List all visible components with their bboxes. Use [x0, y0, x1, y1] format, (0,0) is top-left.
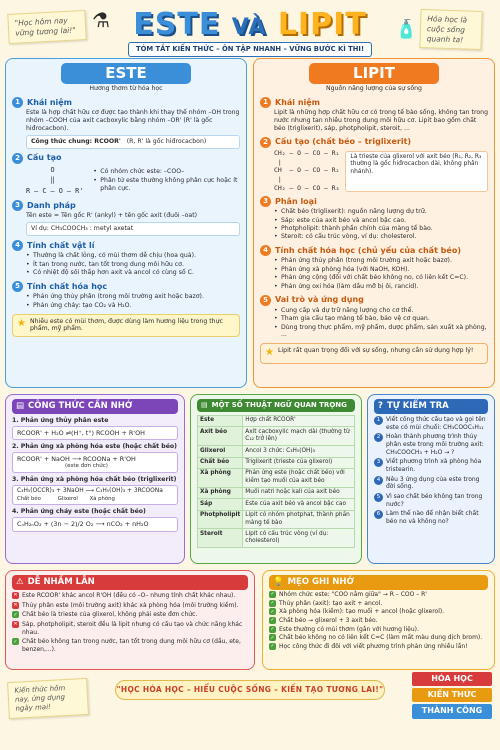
list-item: ✓ Nhóm chức este: "COO nằm giữa" → R – COO – R' [270, 590, 427, 598]
lipit-note: ★ Lipit rất quan trọng đối với sự sống, nhưng cần sử dụng hợp lý! [260, 343, 488, 364]
table-row: Steroit Lipit có cấu trúc vòng (ví dụ: cholesterol) [198, 529, 355, 548]
list-item: ✕ Este RCOOR' khác ancol R'OH (đều có –O– nhưng tính chất khác nhau). [13, 591, 236, 599]
book-kien-thuc: KIẾN THỨC [412, 688, 492, 702]
este-title: ESTE [61, 63, 191, 84]
este-note: ★ Nhiều este có mùi thơm, được dùng làm hương liệu trong thực phẩm, mỹ phẩm. [12, 314, 240, 338]
lipit-subtitle: Nguồn năng lượng của sự sống [326, 85, 422, 93]
check-icon: ✓ [270, 625, 275, 632]
x-icon: ✕ [13, 601, 18, 608]
list-item: ✓ Chất béo → glixerol + 3 axit béo. [270, 616, 378, 624]
list-item: ✓ Chất béo không no có liên kết C=C (làm mất màu dung dịch brom). [270, 634, 483, 642]
table-row: Photpholipit Lipit có nhóm photphat, thành phần màng tế bào [198, 510, 355, 529]
este-section-hoa-hoc: 5 Tính chất hóa học • Phản ứng thủy phân (trong môi trường axit hoặc bazơ). • Phản ứng cháy: tạo CO₂ và H₂O. [12, 281, 240, 309]
book-icon: ▤ [201, 401, 208, 409]
question-item: 1 Viết công thức cấu tạo và gọi tên este có mùi chuối: CH₃COOC₅H₁₁ [374, 416, 488, 431]
question-icon: ? [378, 401, 383, 411]
este-example: Ví dụ: CH₃COOCH₃ : metyl axetat [26, 222, 240, 236]
este-formula-box: Công thức chung: RCOOR' (R, R' là gốc hiđrocacbon) [26, 135, 240, 149]
title-lipit: LIPIT [277, 7, 367, 42]
tu-kiem-tra-panel: ? TỰ KIỂM TRA 1 Viết công thức cấu tạo và gọi tên este có mùi chuối: CH₃COOC₅H₁₁ 2 Hoàn thành phương trình thủy phân este trong môi trường axit: CH₃COOCH₃ + H₂O → ? 3 Viết phương trình xà phòng hóa tristearin. 4 Nêu 3 ứng dụng của este trong đời sống. 5 Vì sao chất béo không tan trong nước? 6 Làm thế nào để nhận biết chất béo no và không no? [367, 394, 495, 564]
list-item: ✓ Este thường có mùi thơm (gắn với hương liệu). [270, 625, 419, 633]
table-row: Sáp Este của axit béo và ancol bậc cao [198, 499, 355, 510]
flask-icon: ⚗ [92, 8, 110, 32]
title-and: VÀ [231, 15, 267, 40]
este-section-cau-tao: 2 Cấu tạo O ‖ R – C – O – R' • Có nhóm chức este: –COO– • Phân tử este thường không phân cực hoặc ít phân cực. [12, 153, 240, 197]
check-icon: ✓ [270, 643, 275, 650]
table-row: Xà phòng Muối natri hoặc kali của axit béo [198, 487, 355, 498]
note-right: Hóa học là cuộc sống quanh ta! [419, 9, 482, 50]
meo-ghi-nho-panel: 💡 MẸO GHI NHỚ ✓ Nhóm chức este: "COO nằm giữa" → R – COO – R' ✓ Thủy phân (axit): tạo axit + ancol. ✓ Xà phòng hóa (kiềm): tạo muối + ancol (hoặc glixerol). ✓ Chất béo → glixerol + 3 axit béo. ✓ Este thường có mùi thơm (gắn với hương liệu). ✓ Chất béo không no có liên kết C=C (làm mất màu dung dịch brom). ✓ Học công thức đi đôi với viết phương trình phản ứng nhiều lần! [262, 570, 495, 670]
este-khai-niem-text: Este là hợp chất hữu cơ được tạo thành khi thay thế nhóm –OH trong nhóm –COOH của axit cacboxylic bằng nhóm –OR' (R' là gốc hiđrocacbon). [26, 109, 240, 132]
star-icon: ★ [17, 317, 26, 329]
book-stack [412, 672, 492, 721]
table-row: Xà phòng Phản ứng este (hoặc chất béo) với kiềm tạo muối của axit béo [198, 468, 355, 487]
book-hoa-hoc: HÓA HỌC [412, 672, 492, 686]
oil-bottle-icon: 🧴 [395, 19, 418, 40]
este-section-vat-li: 4 Tính chất vật lí • Thường là chất lỏng, có mùi thơm dễ chịu (hoa quả). • Ít tan trong nước, tan tốt trong dung môi hữu cơ. • Có nhiệt độ sôi thấp hơn axit và ancol có cùng số C. [12, 240, 240, 277]
este-panel [5, 58, 247, 388]
este-section-danh-phap: 3 Danh pháp Tên este = Tên gốc R' (ankyl) + tên gốc axit (đuôi –oat) Ví dụ: CH₃COOCH₃ : metyl axetat [12, 200, 240, 236]
book-icon: ▤ [16, 401, 25, 411]
footer-motto: "HỌC HÓA HỌC – HIỂU CUỘC SỐNG – KIẾN TẠO TƯƠNG LAI!" [115, 680, 385, 700]
lipit-section-cau-tao: 2 Cấu tạo (chất béo – triglixerit) CH₂ – O – CO – R₁ | CH – O – CO – R₂ | CH₂ – O – CO – R₃ Là trieste của glixerol với axit béo (R₁, R₂, R₃ thường là gốc hiđrocacbon dài, không phân nhánh). [260, 137, 488, 192]
check-icon: ✓ [270, 634, 275, 641]
thuat-ngu-table [197, 415, 355, 548]
este-section-khai-niem: 1 Khái niệm Este là hợp chất hữu cơ được tạo thành khi thay thế nhóm –OH trong nhóm –COOH của axit cacboxylic bằng nhóm –OR' (R' là gốc hiđrocacbon). Công thức chung: RCOOR' (R, R' là gốc hiđrocacbon) [12, 97, 240, 149]
x-icon: ✕ [13, 592, 18, 599]
cong-thuc-panel: ▤ CÔNG THỨC CẦN NHỚ 1. Phản ứng thủy phân este RCOOR' + H₂O ⇌(H⁺, t°) RCOOH + R'OH 2. Phản ứng xà phòng hóa este (hoặc chất béo) RCOOR' + NaOH ⟶ RCOONa + R'OH (este đơn chức) 3. Phản ứng xà phòng hóa chất béo (triglixerit) C₃H₅(OCCR)₃ + 3NaOH ⟶ C₃H₅(OH)₃ + 3RCOONa Chất béo Glixerol Xà phòng 4. Phản ứng cháy este (hoặc chất béo) CₙH₂ₙO₂ + (3n − 2)/2 O₂ ⟶ nCO₂ + nH₂O [5, 394, 185, 564]
note-left: "Học hôm nay vững tương lai!" [7, 10, 86, 44]
x-icon: ✕ [13, 621, 18, 628]
list-item: ✕ Sáp, photpholipit, steroit đều là lipit nhưng có cấu tạo và chức năng khác nhau. [13, 620, 243, 636]
table-row: Este Hợp chất RCOOR' [198, 415, 355, 426]
este-structure: O ‖ R – C – O – R' [26, 165, 84, 195]
table-row: Axit béo Axit cacboxylic mạch dài (thường từ C₁₂ trở lên) [198, 427, 355, 446]
este-subtitle: Hương thơm từ hóa học [89, 85, 163, 93]
thuat-ngu-panel: ▤ MỘT SỐ THUẬT NGỮ QUAN TRỌNG Este Hợp chất RCOOR' Axit béo Axit cacboxylic mạch dài (thường từ C₁₂ trở lên) Glixerol Ancol 3 chức: C₃H₅(OH)₃ Chất béo Triglixerit (trieste của glixerol) Xà phòng Phản ứng este (hoặc chất béo) với kiềm tạo muối của axit béo Xà phòng Muối natri hoặc kali của axit béo Sáp Este của axit béo và ancol bậc cao Photpholipit Lipit có nhóm photphat, thành phần màng tế bào Steroit Lipit có cấu trúc vòng (ví dụ: cholesterol) [190, 394, 362, 564]
lipit-section-vai-tro: 5 Vai trò và ứng dụng • Cung cấp và dự trữ năng lượng cho cơ thể. • Tham gia cấu tạo màng tế bào, bảo vệ cơ quan. • Dùng trong thực phẩm, mỹ phẩm, dược phẩm, sản xuất xà phòng, ... [260, 295, 488, 340]
warning-icon: ⚠ [16, 577, 24, 587]
check-icon: ✓ [270, 617, 275, 624]
page-title [120, 6, 380, 44]
lightbulb-icon: 💡 [273, 577, 284, 587]
check-icon: ✓ [270, 608, 275, 615]
list-item: ✓ Học công thức đi đôi với viết phương trình phản ứng nhiều lần! [270, 642, 468, 650]
list-item: ✓ Xà phòng hóa (kiềm): tạo muối + ancol (hoặc glixerol). [270, 608, 445, 616]
list-item: ✕ Thủy phân este (môi trường axit) khác xà phòng hóa (môi trường kiềm). [13, 601, 239, 609]
check-icon: ✓ [13, 611, 18, 618]
title-este: ESTE [133, 7, 221, 42]
question-item: 4 Nêu 3 ứng dụng của este trong đời sống. [374, 476, 488, 491]
question-item: 5 Vì sao chất béo không tan trong nước? [374, 493, 488, 508]
de-nham-lan-panel: ⚠ DỄ NHẦM LẪN ✕ Este RCOOR' khác ancol R'OH (đều có –O– nhưng tính chất khác nhau). ✕ Thủy phân este (môi trường axit) khác xà phòng hóa (môi trường kiềm). ✓ Chất béo là trieste của glixerol, không phải este đơn chức. ✕ Sáp, photpholipit, steroit đều là lipit nhưng có cấu tạo và chức năng khác nhau. ✓ Chất béo không tan trong nước, tan tốt trong dung môi hữu cơ (dầu, ete, benzen,...). [5, 570, 255, 670]
star-icon: ★ [265, 347, 274, 359]
lipit-section-phan-loai: 3 Phân loại • Chất béo (triglixerit): nguồn năng lượng dự trữ. • Sáp: este của axit béo và ancol bậc cao. • Photpholipit: thành phần chính của màng tế bào. • Steroit: có cấu trúc vòng, ví dụ: cholesterol. [260, 196, 488, 241]
lipit-section-hoa-hoc: 4 Tính chất hóa học (chủ yếu của chất béo) • Phản ứng thủy phân (trong môi trường axit hoặc bazơ). • Phản ứng xà phòng hóa (với NaOH, KOH). • Phản ứng cộng (đối với chất béo không no, có liên kết C=C). • Phản ứng oxi hóa (làm dầu mỡ bị ôi, rancid). [260, 245, 488, 290]
list-item: ✓ Chất béo là trieste của glixerol, không phải este đơn chức. [13, 611, 198, 619]
question-item: 6 Làm thế nào để nhận biết chất béo no và không no? [374, 510, 488, 525]
table-row: Chất béo Triglixerit (trieste của glixerol) [198, 457, 355, 468]
check-icon: ✓ [270, 599, 275, 606]
lipit-section-khai-niem: 1 Khái niệm Lipit là những hợp chất hữu cơ có trong tế bào sống, không tan trong nước nhưng tan nhiều trong dung môi hữu cơ. Lipit bao gồm chất béo (triglixerit), sáp, photpholipit, steroit, ... [260, 97, 488, 133]
lipit-title: LIPIT [309, 63, 439, 84]
check-icon: ✓ [13, 638, 18, 645]
book-thanh-cong: THÀNH CÔNG [412, 704, 492, 718]
list-item: ✓ Chất béo không tan trong nước, tan tốt trong dung môi hữu cơ (dầu, ete, benzen,...). [13, 638, 241, 653]
lipit-panel [253, 58, 495, 388]
footer-note: Kiến thức hôm nay, ứng dụng ngày mai! [7, 678, 89, 719]
check-icon: ✓ [270, 591, 275, 598]
triglixerit-structure: CH₂ – O – CO – R₁ | CH – O – CO – R₂ | CH₂ – O – CO – R₃ [274, 148, 340, 192]
table-row: Glixerol Ancol 3 chức: C₃H₅(OH)₃ [198, 446, 355, 457]
page-subtitle: TÓM TẮT KIẾN THỨC – ÔN TẬP NHANH – VỮNG BƯỚC KÌ THI! [128, 42, 372, 57]
list-item: ✓ Thủy phân (axit): tạo axit + ancol. [270, 599, 383, 607]
question-item: 3 Viết phương trình xà phòng hóa tristearin. [374, 458, 488, 473]
question-item: 2 Hoàn thành phương trình thủy phân este trong môi trường axit: CH₃COOCH₃ + H₂O → ? [374, 433, 488, 456]
